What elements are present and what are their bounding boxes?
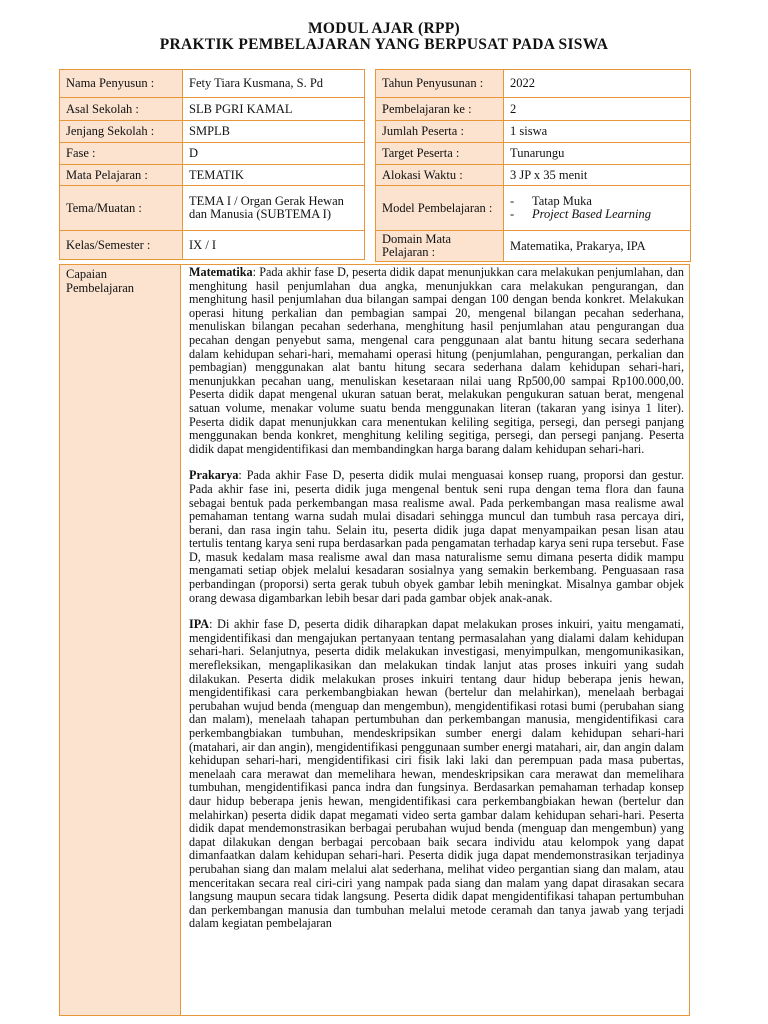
identity-table-right	[375, 69, 691, 262]
field-label: Mata Pelajaran :	[60, 165, 183, 186]
capaian-content	[181, 265, 689, 944]
capaian-pembelajaran-section	[59, 264, 690, 1016]
list-item: - Project Based Learning	[510, 208, 684, 221]
field-value: 2	[504, 98, 691, 121]
field-value: 2022	[504, 70, 691, 98]
matematika-heading: Matematika	[189, 265, 253, 279]
field-label: Alokasi Waktu :	[376, 165, 504, 186]
field-label: Asal Sekolah :	[60, 98, 183, 121]
field-value: D	[183, 143, 365, 165]
table-row	[60, 121, 365, 143]
table-row	[60, 70, 365, 98]
matematika-text: : Pada akhir fase D, peserta didik dapat menunjukkan cara melakukan penjumlahan, dan menghitung hasil penjumlahan dua angka, menunjukkan cara melakukan pengurangan, dan menghitung hasil penjumlahan dua bilangan sampai dengan 100 dengan benda konkret. Melakukan operasi hitung perkalian dan pembagian sampai 20, mengenal bilangan pecahan sederhana, menuliskan bilangan pecahan sederhana, menghitung hasil penjumlahan atau pengurangan dua pecahan dengan penyebut sama, mengenal cara penggunaan alat bantu hitung secara sederhana dalam kehidupan sehari-hari, memahami operasi hitung (penjumlahan, pengurangan, perkalian dan pembagian) menggunakan alat bantu hitung secara sederhana dalam kehidupan sehari-hari, menunjukkan pecahan uang, menuliskan kesetaraan nilai uang Rp500,00 sampai Rp100.000,00. Peserta didik dapat mengenal ukuran satuan berat, melakukan pengukuran satuan berat, mengenal satuan volume, menakar volume suatu benda menggunakan literan (takaran yang isinya 1 liter). Peserta didik dapat menunjukkan cara menentukan keliling segitiga, persegi, dan persegi panjang menggunakan benda konkret, menghitung keliling segitiga, persegi, dan persegi panjang. Peserta didik dapat mengidentifikasi dan membandingkan harga barang dalam kehidupan sehari-hari.	[189, 265, 684, 456]
field-value: Tunarungu	[504, 143, 691, 165]
field-label: Model Pembelajaran :	[376, 186, 504, 231]
table-row	[60, 186, 365, 231]
document-title: MODUL AJAR (RPP)	[307, 20, 461, 37]
ipa-text: : Di akhir fase D, peserta didik diharapkan dapat melakukan proses inkuiri, yaitu mengamati, mengidentifikasi dan mengajukan pertanyaan tentang permasalahan yang dialami dalam kehidupan sehari-hari. Selanjutnya, peserta didik melakukan investigasi, menyimpulkan, mengomunikasikan, merefleksikan, mengaplikasikan dan melakukan tindak lanjut atas proses inkuiri yang sudah dilakukan. Peserta didik melakukan proses inkuiri tentang daur hidup beberapa jenis hewan, mengidentifikasi cara perkembangbiakan hewan (bertelur dan melahirkan), menelaah berbagai perubahan wujud benda (menguap dan mengembun), mengidentifikasi rotasi bumi (perubahan siang dan malam), menelaah tahapan pertumbuhan dan perkembangan manusia, mengidentifikasi cara perkembangbiakan tumbuhan, mendeskripsikan sumber energi dalam kehidupan sehari-hari (matahari, air dan angin), mengidentifikasi penggunaan sumber energi matahari, air, dan angin dalam kehidupan sehari-hari, mengidentifikasi ciri fisik laki laki dan perempuan pada masa pubertas, menelaah cara merawat dan memelihara hewan, mendeskripsikan cara merawat dan memelihara tumbuhan, mengidentifikasi panca indra dan fungsinya. Berdasarkan pemahaman terhadap konsep daur hidup beberapa jenis hewan, mengidentifikasi cara perkembangbiakan hewan (bertelur dan melahirkan) peserta didik dapat megamati video serta gambar dalam kehidupan sehari-hari. Peserta didik dapat mendemonstrasikan berbagai perubahan wujud benda (menguap dan mengembun) yang dapat dilakukan dengan berbagai percobaan baik secara individu atau kelompok yang dapat dimanfaatkan dalam kehidupan sehari-hari. Peserta didik juga dapat mendemonstrasikan terjadinya perubahan siang dan malam melalui alat sederhana, melihat video pergantian siang dan malam, atau menceritakan secara real ciri-ciri yang nampak pada siang dan malam yang dapat dirasakan secara langsung maupun secara tidak langsung. Peserta didik dapat mengidentifikasi tahapan pertumbuhan dan perkembangan manusia dan tumbuhan melalui metode ceramah dan tanya jawab yang terjadi dalam kegiatan pembelajaran	[189, 617, 684, 931]
field-value: 1 siswa	[504, 121, 691, 143]
field-value: TEMATIK	[183, 165, 365, 186]
prakarya-paragraph	[189, 469, 684, 605]
table-row	[60, 165, 365, 186]
learning-model-list	[510, 195, 684, 221]
ipa-paragraph	[189, 618, 684, 931]
table-row	[376, 231, 691, 262]
identity-table-left	[59, 69, 365, 260]
field-label: Jenjang Sekolah :	[60, 121, 183, 143]
field-value: Fety Tiara Kusmana, S. Pd	[183, 70, 365, 98]
prakarya-text: : Pada akhir Fase D, peserta didik mulai menguasai konsep ruang, proporsi dan gestur. Pada akhir fase ini, peserta didik juga mengenal bentuk seni rupa dengan tema flora dan fauna sebagai bentuk pada perkembangan masa realisme awal. Pada perkembangan masa realisme awal pemahaman tentang warna sudah mulai disadari sehingga muncul dan tumbuh rasa percaya diri, berani, dan rasa ingin tahu. Selain itu, peserta didik juga dapat menyampaikan pesan lisan atau tertulis tentang karya seni rupa berdasarkan pada pengamatan terhadap karya seni rupa tersebut. Fase D, masuk kedalam masa realisme awal dan masa naturalisme semu dimana peserta didik mampu mengamati setiap objek melalui kesadaran sosialnya yang semakin berkembang. Penguasaan rasa perbandingan (proporsi) serta gerak tubuh obyek gambar lebih meningkat. Misalnya gambar objek orang dewasa digambarkan lebih besar dari pada gambar objek anak-anak.	[189, 468, 684, 605]
prakarya-heading: Prakarya	[189, 468, 239, 483]
field-label: Domain Mata Pelajaran :	[376, 231, 504, 262]
field-label: Jumlah Peserta :	[376, 121, 504, 143]
table-row	[376, 165, 691, 186]
table-row	[60, 231, 365, 260]
field-label: Kelas/Semester :	[60, 231, 183, 260]
list-item: - Tatap Muka	[510, 195, 684, 208]
ipa-heading: IPA	[189, 617, 210, 632]
field-label: Tahun Penyusunan :	[376, 70, 504, 98]
field-label: Target Peserta :	[376, 143, 504, 165]
field-value	[504, 186, 691, 231]
document-subtitle: PRAKTIK PEMBELAJARAN YANG BERPUSAT PADA SISWA	[159, 36, 609, 53]
field-label: Tema/Muatan :	[60, 186, 183, 231]
table-row	[60, 143, 365, 165]
table-row	[376, 186, 691, 231]
field-value: SMPLB	[183, 121, 365, 143]
field-value: SLB PGRI KAMAL	[183, 98, 365, 121]
table-row	[376, 98, 691, 121]
table-row	[60, 98, 365, 121]
field-value: Matematika, Prakarya, IPA	[504, 231, 691, 262]
matematika-paragraph	[189, 266, 684, 456]
table-row	[376, 143, 691, 165]
field-value: TEMA I / Organ Gerak Hewan dan Manusia (SUBTEMA I)	[183, 186, 365, 231]
field-label: Nama Penyusun :	[60, 70, 183, 98]
capaian-label: Capaian Pembelajaran	[60, 265, 181, 1015]
field-value: 3 JP x 35 menit	[504, 165, 691, 186]
field-label: Fase :	[60, 143, 183, 165]
field-label: Pembelajaran ke :	[376, 98, 504, 121]
field-value: IX / I	[183, 231, 365, 260]
table-row	[376, 70, 691, 98]
table-row	[376, 121, 691, 143]
